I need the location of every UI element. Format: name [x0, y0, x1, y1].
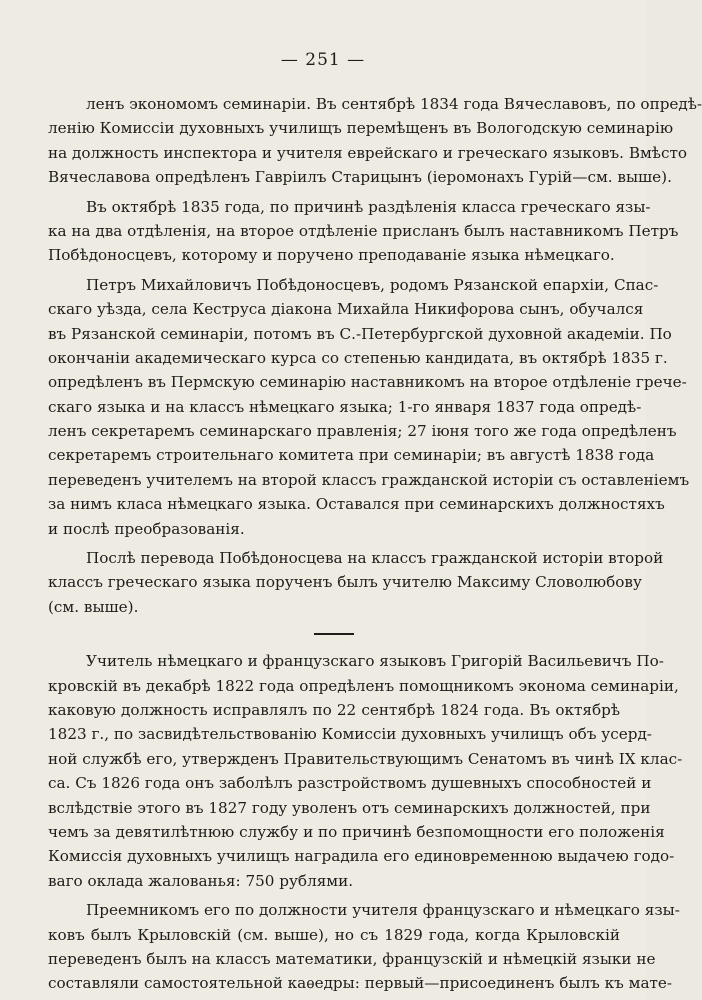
section-divider	[314, 633, 354, 635]
paragraph	[48, 273, 690, 541]
text-line: ленъ секретаремъ семинарскаго правленія; 27 іюня того же года опредѣленъ	[48, 422, 677, 441]
text-line: переведенъ былъ на классъ математики, французскій и нѣмецкій языки не	[48, 949, 656, 968]
text-line: са. Съ 1826 года онъ заболѣлъ разстройствомъ душевныхъ способностей и	[48, 774, 652, 793]
text-line: ковъ былъ Крыловскій (см. выше), но съ 1829 года, когда Крыловскій	[48, 925, 620, 944]
text-line: опредѣленъ въ Пермскую семинарію наставникомъ на второе отдѣленіе грече-	[48, 373, 687, 392]
text-line: за нимъ класа нѣмецкаго языка. Оставался при семинарскихъ должностяхъ	[48, 495, 665, 514]
paragraph	[48, 546, 664, 619]
text-line: секретаремъ строительнаго комитета при семинаріи; въ августѣ 1838 года	[48, 446, 655, 465]
text-line: ваго оклада жалованья: 750 рублями.	[48, 871, 354, 890]
text-line: чемъ за девятилѣтнюю службу и по причинѣ безпомощности его положенія	[48, 822, 665, 841]
text-line: ленію Комиссіи духовныхъ училищъ перемѣщенъ въ Вологодскую семинарію	[48, 119, 674, 138]
text-line: Преемникомъ его по должности учителя французскаго и нѣмецкаго язы-	[86, 901, 680, 920]
text-line: скаго уѣзда, села Кеструса діакона Михайла Никифорова сынъ, обучался	[48, 300, 644, 319]
document-body	[48, 92, 702, 996]
text-line: (см. выше).	[48, 597, 139, 616]
text-line: вслѣдствіе этого въ 1827 году уволенъ отъ семинарскихъ должностей, при	[48, 798, 651, 817]
text-line: скаго языка и на классъ нѣмецкаго языка; 1-го января 1837 года опредѣ-	[48, 397, 642, 416]
text-line: и послѣ преобразованія.	[48, 519, 245, 538]
text-line: Учитель нѣмецкаго и французскаго языковъ Григорій Васильевичъ По-	[86, 652, 664, 671]
paragraph	[48, 898, 680, 996]
text-line: ка на два отдѣленія, на второе отдѣленіе присланъ былъ наставникомъ Петръ	[48, 221, 679, 240]
text-line: кровскій въ декабрѣ 1822 года опредѣленъ помощникомъ эконома семинаріи,	[48, 676, 679, 695]
text-line: на должность инспектора и учителя еврейскаго и греческаго языковъ. Вмѣсто	[48, 143, 688, 162]
text-line: въ Рязанской семинаріи, потомъ въ С.-Петербургской духовной академіи. По	[48, 324, 672, 343]
text-line: классъ греческаго языка порученъ былъ учителю Максиму Словолюбову	[48, 573, 642, 592]
text-line: переведенъ учителемъ на второй классъ гражданской исторіи съ оставленіемъ	[48, 470, 690, 489]
text-line: 1823 г., по засвидѣтельствованію Комиссіи духовныхъ училищъ объ усерд-	[48, 725, 652, 744]
paragraph	[48, 195, 679, 268]
text-line: ной службѣ его, утвержденъ Правительствующимъ Сенатомъ въ чинѣ IX клас-	[48, 749, 683, 768]
text-line: ленъ экономомъ семинаріи. Въ сентябрѣ 1834 года Вячеславовъ, по опредѣ-	[86, 95, 702, 113]
paragraph	[48, 92, 702, 190]
text-line: Вячеславова опредѣленъ Гавріилъ Старицынъ (іеромонахъ Гурій—см. выше).	[48, 168, 672, 187]
text-line: составляли самостоятельной каѳедры: первый—присоединенъ былъ къ мате-	[48, 974, 673, 993]
text-line: Комиссія духовныхъ училищъ наградила его единовременною выдачею годо-	[48, 847, 675, 866]
text-line: Петръ Михайловичъ Побѣдоносцевъ, родомъ Рязанской епархіи, Спас-	[86, 275, 659, 294]
paragraph	[48, 649, 683, 893]
text-line: каковую должность исправлялъ по 22 сентябрѣ 1824 года. Въ октябрѣ	[48, 700, 620, 719]
text-line: Побѣдоносцевъ, которому и поручено преподаваніе языка нѣмецкаго.	[48, 246, 615, 265]
text-line: Въ октябрѣ 1835 года, по причинѣ раздѣленія класса греческаго язы-	[86, 197, 651, 216]
text-line: Послѣ перевода Побѣдоносцева на классъ гражданской исторіи второй	[86, 549, 664, 568]
page-number: — 251 —	[280, 50, 366, 70]
text-line: окончаніи академическаго курса со степенью кандидата, въ октябрѣ 1835 г.	[48, 348, 668, 367]
